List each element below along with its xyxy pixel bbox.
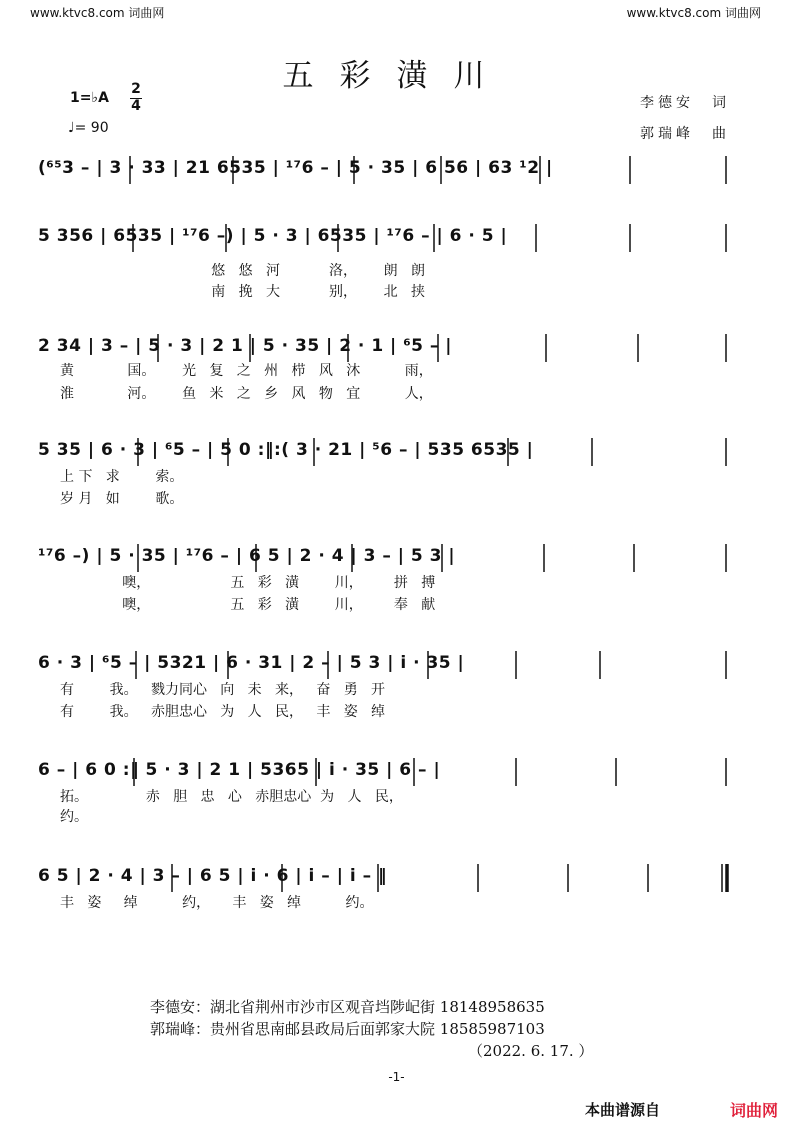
page-number: -1- [388,1070,405,1084]
tempo-marking: ♩= 90 [68,120,109,136]
song-title: 五彩潢川 [282,58,511,94]
composer-credit: 郭瑞峰 曲 [640,126,730,142]
lyric-line-verse1: 拓。 赤 胆 忠 心 赤胆忠心 为 人 民， [60,789,403,805]
time-signature-top: 2 [131,81,141,97]
key-signature: 1=♭A [70,90,109,106]
notation-line: 2 34 | 3 – | 5 · 3 | 2 1 | 5 · 35 | 2 · 1 | ⁶5 – | [38,336,453,356]
notation-line: ¹⁷6 –) | 5 · 35 | ¹⁷6 – | 6 5 | 2 · 4 | 3 – | 5 3 | [38,546,456,566]
score-row-6 [38,645,753,725]
lyric-line-verse2: 噢， 五 彩 潢 川， 奉 献 [60,597,436,613]
site-watermark-left: www.ktvc8.com 词曲网 [30,6,165,20]
score-row-3 [38,328,753,408]
lyric-line-verse1: 丰 姿 绰 约， 丰 姿 绰 约。 [60,895,374,911]
lyric-line-verse1: 有 我。 戮力同心 向 未 来， 奋 勇 开 [60,682,386,698]
contact-lyricist: 李德安：湖北省荆州市沙市区观音垱陟屺街 18148958635 [150,998,545,1016]
lyric-line-verse2: 岁 月 如 歌。 [60,491,184,507]
lyric-line-verse2: 南 挽 大 别， 北 挟 [60,284,426,300]
notation-line: 6 5 | 2 · 4 | 3 – | 6 5 | i · 6 | i – | i – ‖ [38,866,387,886]
score-row-8 [38,858,753,918]
notation-line: 5 356 | 6535 | ¹⁷6 –) | 5 · 3 | 6535 | ¹⁷6 – | 6 · 5 | [38,226,508,246]
lyric-line-verse2: 约。 [60,809,88,825]
contact-composer: 郭瑞峰：贵州省思南邮县政局后面郭家大院 18585987103 [150,1020,545,1038]
lyricist-credit: 李德安 词 [640,95,730,111]
lyric-line-verse1: 上 下 求 索。 [60,469,184,485]
brand-logo: 词曲网 [730,1101,779,1120]
time-signature-bottom: 4 [131,98,141,114]
notation-line: 6 · 3 | ⁶5 – | 5321 | 6 · 31 | 2 – | 5 3 | i · 35 | [38,653,465,673]
score-row-5 [38,538,753,618]
site-watermark-right: www.ktvc8.com 词曲网 [626,6,761,20]
time-signature [130,82,142,114]
source-label: 本曲谱源自 [585,1101,661,1119]
notation-line: (⁶⁵3 – | 3 · 33 | 21 6535 | ¹⁷6 – | 5 · 35 | 6 56 | 63 ¹2 | [38,158,553,178]
lyric-line-verse1: 黄 国。 光 复 之 州 栉 风 沐 雨， [60,363,433,379]
lyric-line-verse2: 淮 河。 鱼 米 之 乡 风 物 宜 人， [60,386,433,402]
score-row-4 [38,432,753,507]
lyric-line-verse2: 有 我。 赤胆忠心 为 人 民， 丰 姿 绰 [60,704,386,720]
lyric-line-verse1: 悠 悠 河 洛， 朗 朗 [60,263,426,279]
date: （2022. 6. 17. ） [468,1042,594,1060]
score-row-1 [38,150,753,195]
notation-line: 6 – | 6 0 :‖ 5 · 3 | 2 1 | 5365 | i · 35 | 6 – | [38,760,441,780]
notation-line: 5 35 | 6 · 3 | ⁶5 – | 5 0 :‖:( 3 · 21 | ⁵6 – | 535 6535 | [38,440,534,460]
score-row-2 [38,218,753,303]
lyric-line-verse1: 噢， 五 彩 潢 川， 拼 搏 [60,575,436,591]
score-row-7 [38,752,753,827]
